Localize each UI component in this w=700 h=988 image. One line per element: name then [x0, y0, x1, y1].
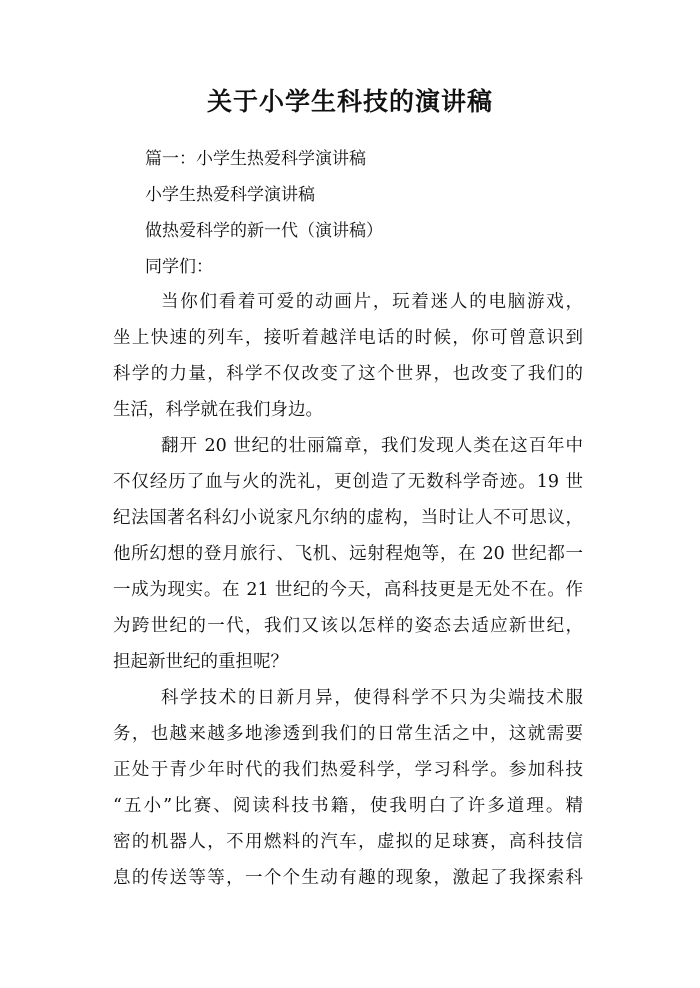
intro-line-subtitle: 小学生热爱科学演讲稿 — [145, 185, 315, 205]
paragraph-3-line-6: 息的传送等等，一个个生动有趣的现象，激起了我探索科 — [113, 868, 583, 888]
intro-line-speech-title: 做热爱科学的新一代（演讲稿） — [145, 221, 383, 241]
paragraph-2-line-2: 不仅经历了血与火的洗礼，更创造了无数科学奇迹。19 世 — [113, 472, 583, 492]
paragraph-1-line-2: 坐上快速的列车，接听着越洋电话的时候，你可曾意识到 — [113, 328, 583, 348]
paragraph-3-line-5: 密的机器人，不用燃料的汽车，虚拟的足球赛，高科技信 — [113, 832, 583, 852]
paragraph-1-line-3: 科学的力量，科学不仅改变了这个世界，也改变了我们的 — [113, 364, 583, 384]
paragraph-3-line-2: 务，也越来越多地渗透到我们的日常生活之中，这就需要 — [113, 724, 583, 744]
paragraph-1-line-4: 生活，科学就在我们身边。 — [113, 400, 323, 420]
paragraph-2-line-7: 担起新世纪的重担呢？ — [113, 652, 288, 672]
paragraph-1-line-1: 当你们看着可爱的动画片，玩着迷人的电脑游戏， — [161, 292, 583, 312]
paragraph-3-line-4: “五小”比赛、阅读科技书籍，使我明白了许多道理。精 — [113, 796, 583, 816]
paragraph-2-line-3: 纪法国著名科幻小说家凡尔纳的虚构，当时让人不可思议， — [113, 508, 583, 528]
paragraph-3-line-1: 科学技术的日新月异，使得科学不只为尖端技术服 — [161, 688, 583, 708]
paragraph-3-line-3: 正处于青少年时代的我们热爱科学，学习科学。参加科技 — [113, 760, 583, 780]
paragraph-2-line-1: 翻开 20 世纪的壮丽篇章，我们发现人类在这百年中 — [161, 436, 583, 456]
intro-line-chapter: 篇一：小学生热爱科学演讲稿 — [145, 149, 366, 169]
intro-line-greeting: 同学们： — [145, 257, 213, 277]
document-title: 关于小学生科技的演讲稿 — [206, 87, 493, 116]
paragraph-2-line-4: 他所幻想的登月旅行、飞机、远射程炮等，在 20 世纪都一 — [113, 544, 583, 564]
paragraph-2-line-6: 为跨世纪的一代，我们又该以怎样的姿态去适应新世纪， — [113, 616, 583, 636]
paragraph-2-line-5: 一成为现实。在 21 世纪的今天，高科技更是无处不在。作 — [113, 580, 583, 600]
